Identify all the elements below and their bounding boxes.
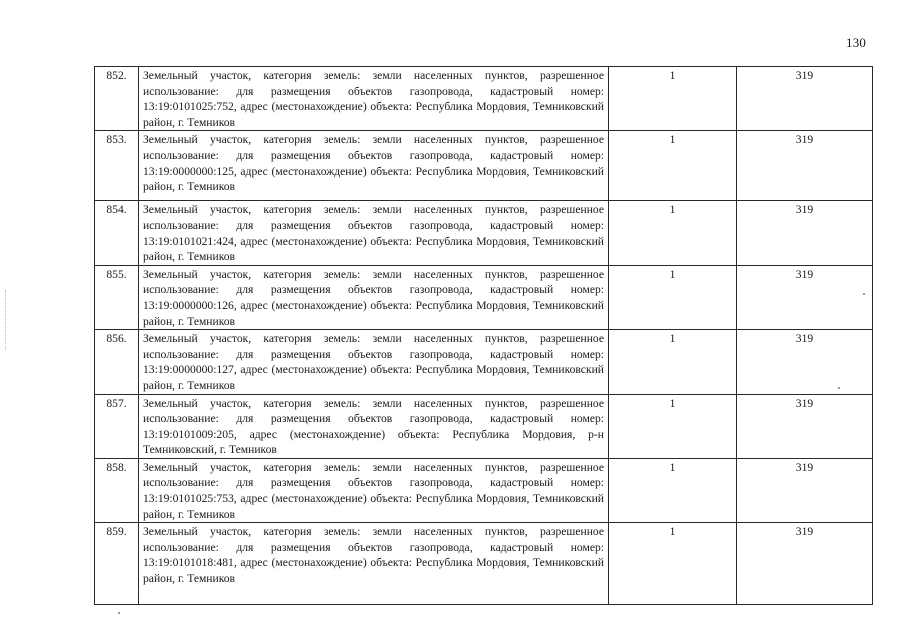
- row-description: Земельный участок, категория земель: земли населенных пунктов, разрешенное использование: для размещения объектов газопровода, кадастровый номер: 13:19:0000000:126, адрес (местонахождение) объекта: Республика Мордовия, Темниковский район, г. Темников: [139, 265, 609, 329]
- scan-speck: [118, 612, 120, 614]
- row-value: 319: [737, 330, 873, 394]
- row-number: 855.: [95, 265, 139, 329]
- page-number: 130: [846, 35, 867, 50]
- row-description: Земельный участок, категория земель: земли населенных пунктов, разрешенное использование: для размещения объектов газопровода, кадастровый номер: 13:19:0101021:424, адрес (местонахождение) объекта: Республика Мордовия, Темниковский район, г. Темников: [139, 201, 609, 265]
- row-value: 319: [737, 131, 873, 201]
- row-value: 319: [737, 523, 873, 605]
- row-description: Земельный участок, категория земель: земли населенных пунктов, разрешенное использование: для размещения объектов газопровода, кадастровый номер: 13:19:0101009:205, адрес (местонахождение) объекта: Республика Мордовия, р-н Темниковский, г. Темников: [139, 394, 609, 458]
- row-quantity: 1: [609, 523, 737, 605]
- table-row: [95, 131, 873, 201]
- row-quantity: 1: [609, 201, 737, 265]
- scan-speck: [838, 387, 840, 389]
- row-value: 319: [737, 67, 873, 131]
- row-value: 319: [737, 265, 873, 329]
- row-description: Земельный участок, категория земель: земли населенных пунктов, разрешенное использование: для размещения объектов газопровода, кадастровый номер: 13:19:0000000:127, адрес (местонахождение) объекта: Республика Мордовия, Темниковский район, г. Темников: [139, 330, 609, 394]
- row-number: 853.: [95, 131, 139, 201]
- table-row: [95, 330, 873, 394]
- row-quantity: 1: [609, 67, 737, 131]
- row-value: 319: [737, 458, 873, 522]
- scan-margin-marks: [5, 290, 10, 350]
- table-row: [95, 523, 873, 605]
- row-number: 852.: [95, 67, 139, 131]
- table-row: [95, 201, 873, 265]
- table-row: [95, 67, 873, 131]
- row-value: 319: [737, 394, 873, 458]
- row-description: Земельный участок, категория земель: земли населенных пунктов, разрешенное использование: для размещения объектов газопровода, кадастровый номер: 13:19:0000000:125, адрес (местонахождение) объекта: Республика Мордовия, Темниковский район, г. Темников: [139, 131, 609, 201]
- row-value: 319: [737, 201, 873, 265]
- row-number: 858.: [95, 458, 139, 522]
- row-quantity: 1: [609, 330, 737, 394]
- row-description: Земельный участок, категория земель: земли населенных пунктов, разрешенное использование: для размещения объектов газопровода, кадастровый номер: 13:19:0101018:481, адрес (местонахождение) объекта: Республика Мордовия, Темниковский район, г. Темников: [139, 523, 609, 605]
- row-quantity: 1: [609, 394, 737, 458]
- property-register-table: [94, 66, 873, 605]
- row-number: 856.: [95, 330, 139, 394]
- row-number: 854.: [95, 201, 139, 265]
- table-row: [95, 394, 873, 458]
- table-row: [95, 458, 873, 522]
- row-description: Земельный участок, категория земель: земли населенных пунктов, разрешенное использование: для размещения объектов газопровода, кадастровый номер: 13:19:0101025:753, адрес (местонахождение) объекта: Республика Мордовия, Темниковский район, г. Темников: [139, 458, 609, 522]
- row-quantity: 1: [609, 131, 737, 201]
- table-row: [95, 265, 873, 329]
- scan-speck: [863, 293, 865, 295]
- row-number: 857.: [95, 394, 139, 458]
- row-number: 859.: [95, 523, 139, 605]
- row-quantity: 1: [609, 265, 737, 329]
- row-description: Земельный участок, категория земель: земли населенных пунктов, разрешенное использование: для размещения объектов газопровода, кадастровый номер: 13:19:0101025:752, адрес (местонахождение) объекта: Республика Мордовия, Темниковский район, г. Темников: [139, 67, 609, 131]
- row-quantity: 1: [609, 458, 737, 522]
